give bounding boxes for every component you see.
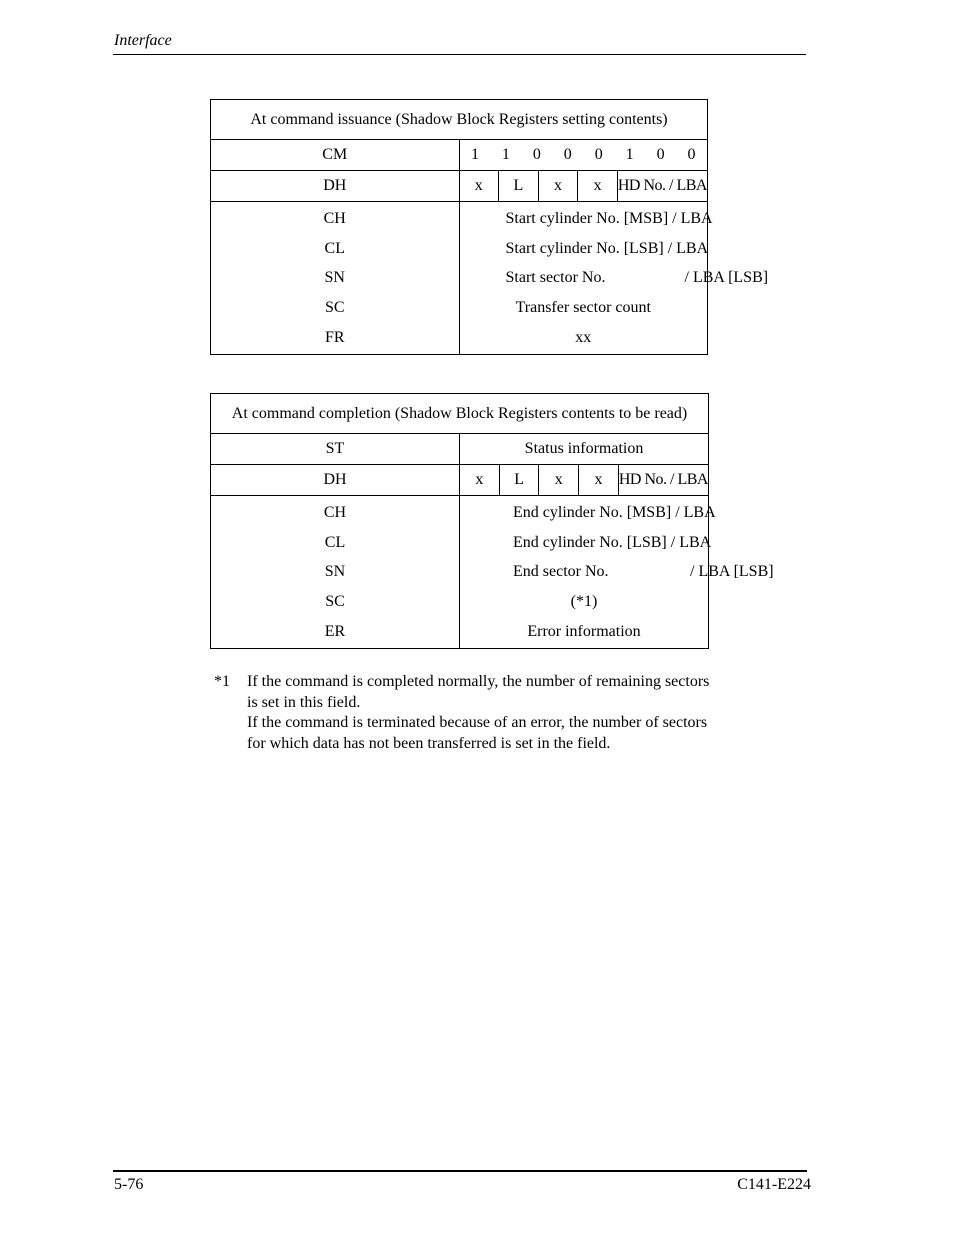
sn-value: Start sector No. <box>505 269 606 287</box>
completion-ch-value: End cylinder No. [MSB] / LBA <box>513 504 716 521</box>
sn-lba-value: / LBA [LSB] <box>684 269 769 287</box>
footnote <box>214 672 714 754</box>
completion-sn-lba-value: / LBA [LSB] <box>690 563 774 581</box>
completion-register-names-block <box>211 496 460 649</box>
cm-bit-5: 0 <box>532 146 541 163</box>
register-name-dh-completion: DH <box>211 465 460 496</box>
dh-completion-bit-7: x <box>460 465 500 495</box>
dh-bit-6: L <box>499 171 539 201</box>
register-name-fr: FR <box>324 328 345 346</box>
register-name-cm: CM <box>211 140 460 171</box>
footnote-line-error: If the command is terminated because of an error, the number of sectors for which data has not been transferred is set in the field. <box>247 714 708 752</box>
register-name-ch: CH <box>323 210 346 227</box>
completion-register-name-cl: CL <box>324 533 346 551</box>
header-rule <box>113 54 806 55</box>
cm-bit-6: 1 <box>501 146 510 163</box>
dh-bit-7: x <box>460 171 500 201</box>
completion-sn-value: End sector No. <box>513 563 609 581</box>
st-value: Status information <box>460 434 709 465</box>
register-names-block <box>211 202 460 355</box>
dh-completion-head-field: HD No. / LBA <box>618 471 708 488</box>
completion-register-name-er: ER <box>324 622 346 640</box>
completion-register-table <box>210 393 774 649</box>
register-name-sn: SN <box>324 269 345 287</box>
register-name-sc: SC <box>324 299 345 317</box>
completion-sc-value: (*1) <box>570 593 598 611</box>
document-id: C141-E224 <box>737 1176 811 1193</box>
completion-table-title: At command completion (Shadow Block Registers contents to be read) <box>211 394 709 434</box>
completion-register-values-block <box>460 496 774 649</box>
cl-value: Start cylinder No. [LSB] / LBA <box>505 239 709 257</box>
dh-completion-bit-4: x <box>579 465 619 495</box>
dh-fields-completion <box>460 465 709 496</box>
running-header: Interface <box>114 32 172 49</box>
completion-register-name-ch: CH <box>323 504 347 521</box>
completion-cl-value: End cylinder No. [LSB] / LBA <box>513 533 712 551</box>
completion-register-name-sc: SC <box>325 593 345 611</box>
dh-fields <box>459 171 708 202</box>
cm-bit-2: 1 <box>625 146 634 163</box>
cm-bit-1: 0 <box>656 146 665 163</box>
issuance-register-table <box>210 99 769 355</box>
sc-value: Transfer sector count <box>515 299 651 317</box>
dh-bit-5: x <box>539 171 579 201</box>
register-name-cl: CL <box>324 239 345 257</box>
cm-bit-3: 0 <box>594 146 603 163</box>
cm-bit-4: 0 <box>563 146 572 163</box>
cm-bit-0: 0 <box>687 146 696 163</box>
cm-bit-7: 1 <box>470 146 479 163</box>
footer-rule <box>113 1170 807 1172</box>
register-name-dh: DH <box>211 171 460 202</box>
footnote-mark: *1 <box>214 673 230 690</box>
register-values-block <box>459 202 769 355</box>
issuance-table-title: At command issuance (Shadow Block Registers setting contents) <box>211 100 708 140</box>
dh-completion-bit-6: L <box>500 465 540 495</box>
dh-bit-4: x <box>578 171 618 201</box>
completion-register-name-sn: SN <box>324 563 346 581</box>
cm-bits <box>459 140 708 171</box>
dh-head-field: HD No. / LBA <box>617 177 707 194</box>
completion-er-value: Error information <box>527 622 641 640</box>
register-name-st: ST <box>211 434 460 465</box>
ch-value: Start cylinder No. [MSB] / LBA <box>505 210 713 227</box>
page-number: 5-76 <box>114 1176 144 1193</box>
footnote-line-normal: If the command is completed normally, the number of remaining sectors is set in this field. <box>247 673 710 711</box>
fr-value: xx <box>575 328 592 346</box>
dh-completion-bit-5: x <box>539 465 579 495</box>
